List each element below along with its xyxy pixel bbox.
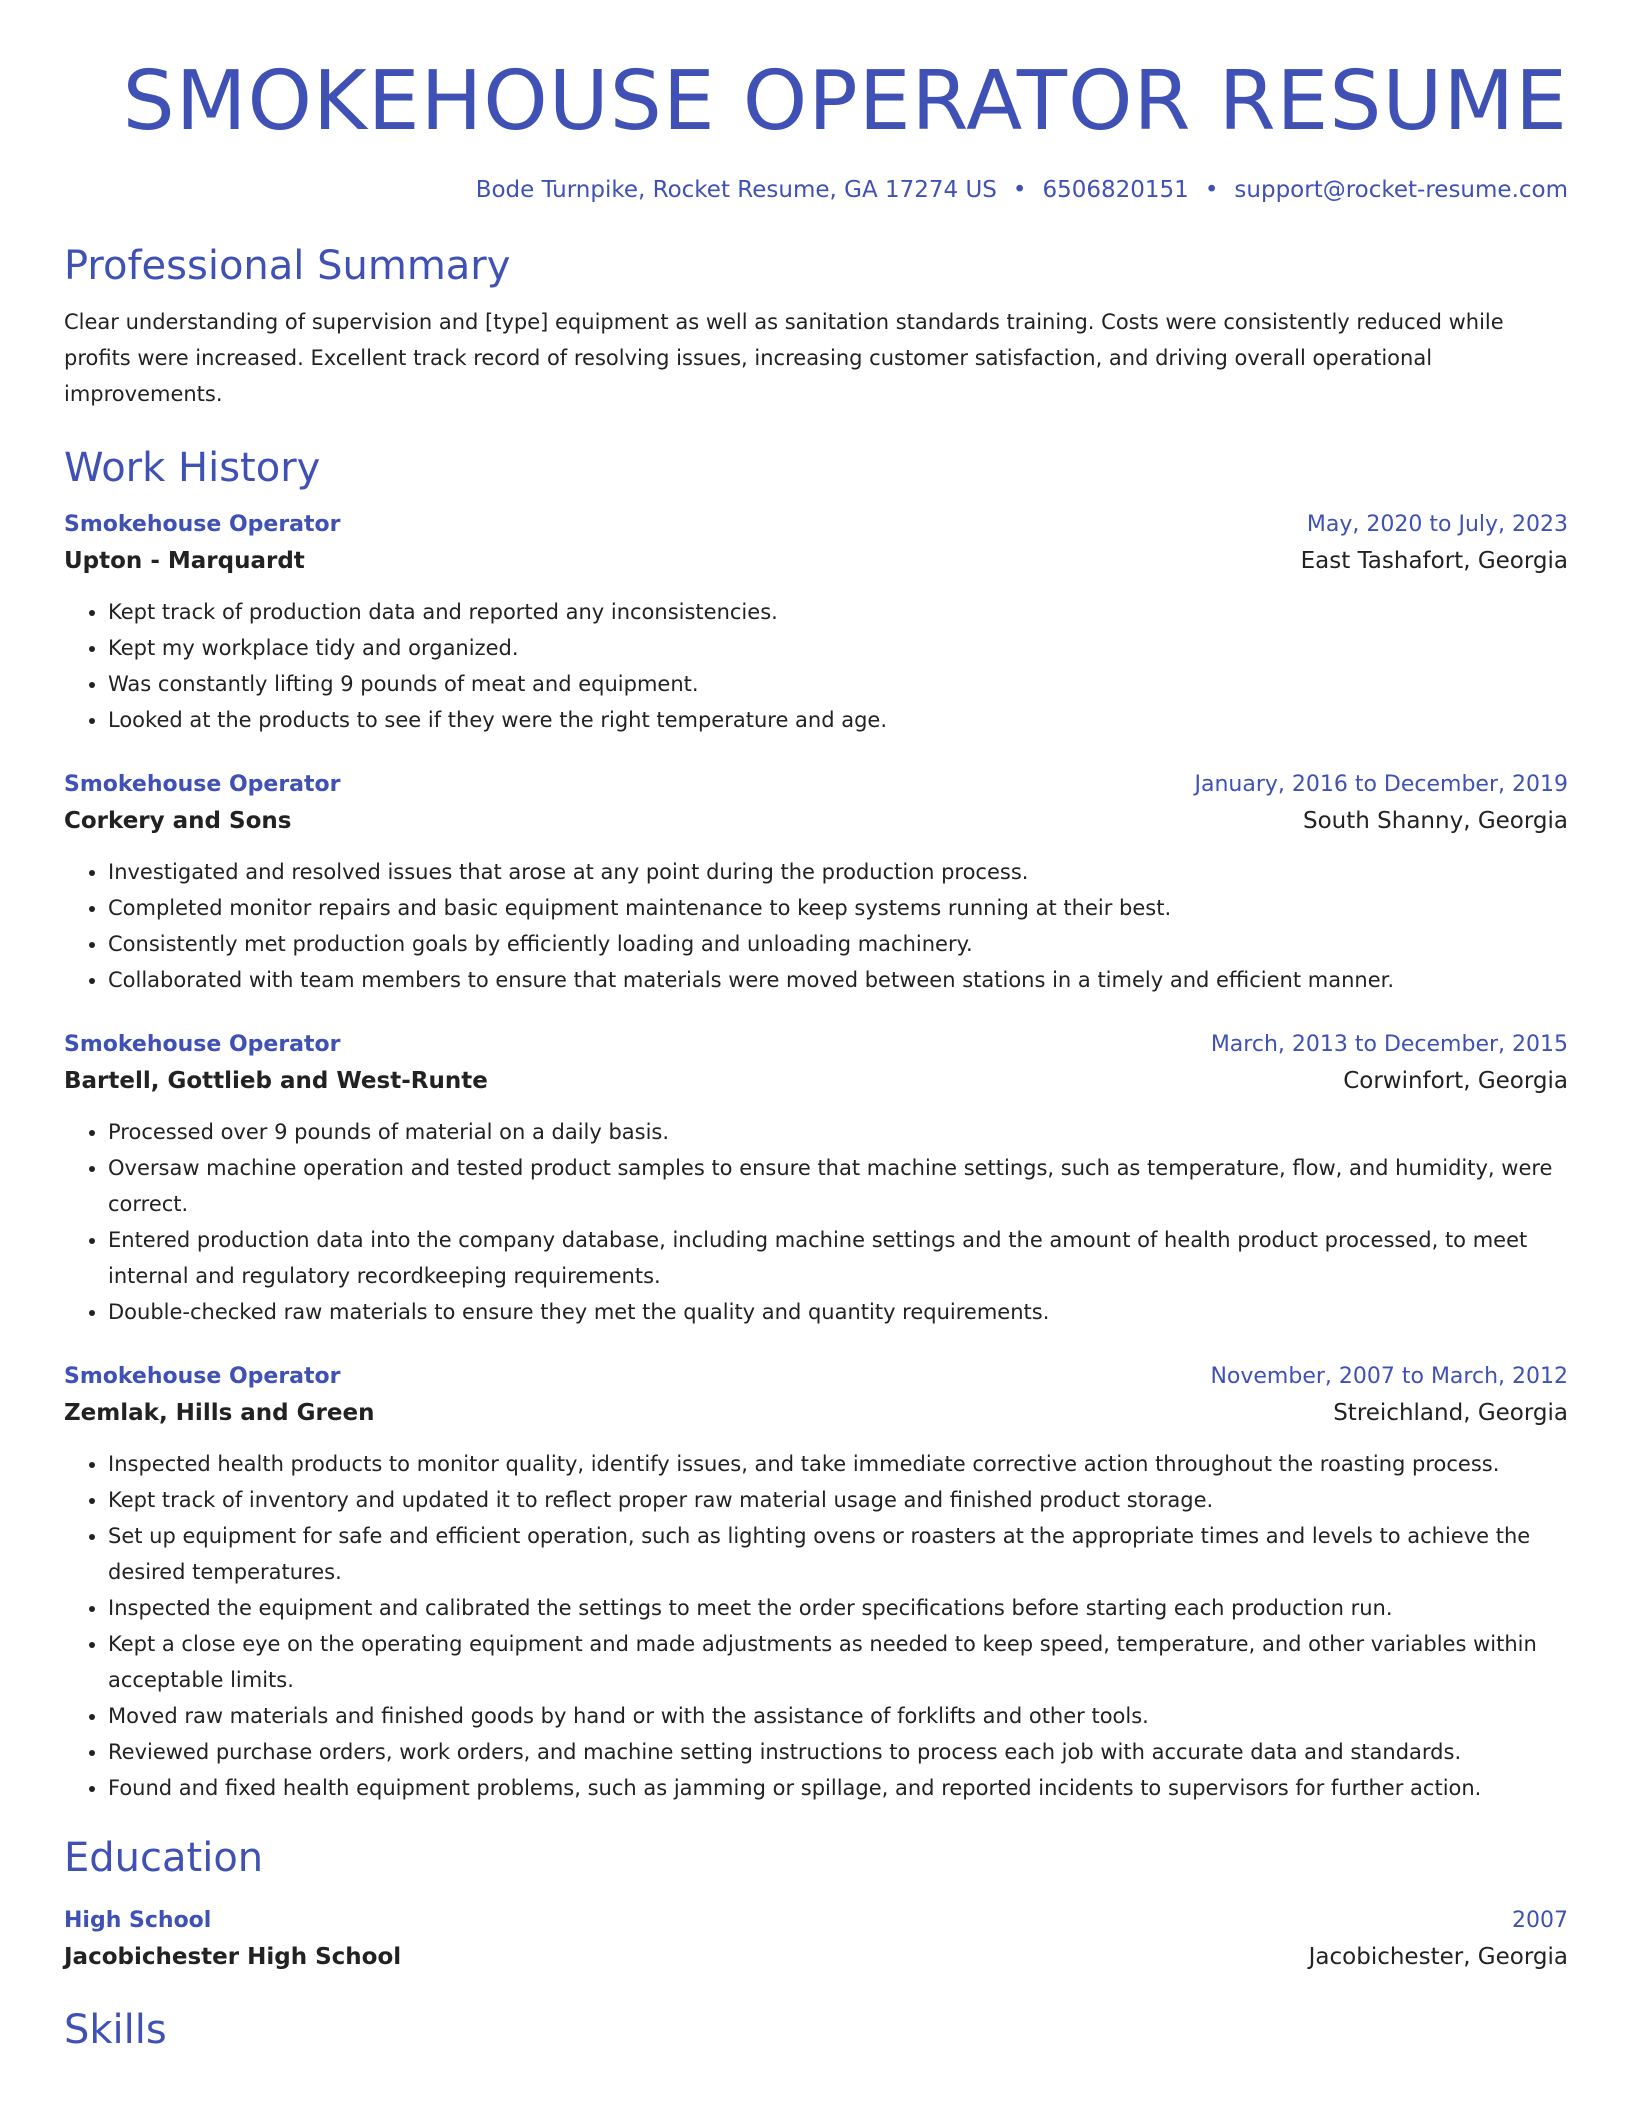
job-location: Streichland, Georgia [1333, 1400, 1568, 1426]
job-bullet: • Completed monitor repairs and basic equipment maintenance to keep systems running at their best. [108, 890, 1568, 926]
job-company: Upton - Marquardt [64, 548, 305, 574]
job-bullet: • Collaborated with team members to ensure that materials were moved between stations in a timely and efficient manner. [108, 962, 1568, 998]
job-bullet: • Reviewed purchase orders, work orders, and machine setting instructions to process each job with accurate data and standards. [108, 1734, 1568, 1770]
contact-separator: • [1204, 177, 1219, 203]
job-bullet: • Set up equipment for safe and efficient operation, such as lighting ovens or roasters at the appropriate times and levels to achieve the desired temperatures. [108, 1518, 1568, 1590]
job-location: East Tashafort, Georgia [1300, 548, 1568, 574]
education-year: 2007 [1512, 1908, 1568, 1933]
job-company: Corkery and Sons [64, 808, 292, 834]
job-dates: January, 2016 to December, 2019 [1194, 772, 1568, 797]
job-bullet: • Looked at the products to see if they were the right temperature and age. [108, 702, 1568, 738]
work-history-heading: Work History [64, 445, 321, 491]
job-bullet: • Entered production data into the company database, including machine settings and the amount of health product processed, to meet internal and regulatory recordkeeping requirements. [108, 1222, 1568, 1294]
summary-text: Clear understanding of supervision and [type] equipment as well as sanitation standards training. Costs were consistently reduced while profits were increased. Excellent track record of resolving issues, increasing customer satisfaction, and driving overall operational improvements. [64, 310, 1504, 406]
contact-separator: • [1012, 177, 1027, 203]
job-role: Smokehouse Operator [64, 1364, 341, 1389]
job-bullet: • Kept my workplace tidy and organized. [108, 630, 1568, 666]
job-bullets [64, 1114, 1568, 1330]
job-bullet: • Kept a close eye on the operating equipment and made adjustments as needed to keep speed, temperature, and other variables within acceptable limits. [108, 1626, 1568, 1698]
contact-address: Bode Turnpike, Rocket Resume, GA 17274 US [475, 177, 997, 203]
job-bullet: • Found and fixed health equipment problems, such as jamming or spillage, and reported incidents to supervisors for further action. [108, 1770, 1568, 1806]
summary-heading: Professional Summary [64, 243, 511, 289]
job-bullet: • Investigated and resolved issues that arose at any point during the production process. [108, 854, 1568, 890]
job-bullets [64, 1446, 1568, 1806]
contact-email: support@rocket-resume.com [1234, 177, 1568, 203]
contact-phone: 6506820151 [1042, 177, 1189, 203]
job-bullet: • Kept track of production data and reported any inconsistencies. [108, 594, 1568, 630]
job-role: Smokehouse Operator [64, 1032, 341, 1057]
resume-page [64, 0, 1568, 2056]
job-bullet: • Consistently met production goals by efficiently loading and unloading machinery. [108, 926, 1568, 962]
education-degree: High School [64, 1908, 212, 1933]
job-dates: March, 2013 to December, 2015 [1210, 1032, 1568, 1057]
job-role: Smokehouse Operator [64, 512, 341, 537]
job-entry [64, 768, 1568, 998]
job-entry [64, 1028, 1568, 1330]
job-bullet: • Double-checked raw materials to ensure they met the quality and quantity requirements. [108, 1294, 1568, 1330]
education-location: Jacobichester, Georgia [1308, 1944, 1568, 1970]
job-role: Smokehouse Operator [64, 772, 341, 797]
job-bullet: • Inspected health products to monitor quality, identify issues, and take immediate corrective action throughout the roasting process. [108, 1446, 1568, 1482]
job-location: Corwinfort, Georgia [1343, 1068, 1568, 1094]
job-bullet: • Oversaw machine operation and tested product samples to ensure that machine settings, such as temperature, flow, and humidity, were correct. [108, 1150, 1568, 1222]
job-entry [64, 1360, 1568, 1806]
job-bullets [64, 594, 1568, 738]
education-school: Jacobichester High School [64, 1944, 402, 1970]
job-company: Zemlak, Hills and Green [64, 1400, 375, 1426]
contact-line [64, 174, 1568, 206]
job-dates: May, 2020 to July, 2023 [1306, 512, 1568, 537]
job-bullet: • Inspected the equipment and calibrated the settings to meet the order specifications before starting each production run. [108, 1590, 1568, 1626]
job-location: South Shanny, Georgia [1303, 808, 1568, 834]
skills-heading: Skills [64, 2007, 167, 2053]
job-company: Bartell, Gottlieb and West-Runte [64, 1068, 488, 1094]
job-bullets [64, 854, 1568, 998]
job-bullet: • Processed over 9 pounds of material on a daily basis. [108, 1114, 1568, 1150]
education-entry [64, 1904, 1568, 1976]
resume-title: SMOKEHOUSE OPERATOR RESUME [122, 54, 1568, 149]
job-entry [64, 508, 1568, 738]
job-dates: November, 2007 to March, 2012 [1210, 1364, 1568, 1389]
job-bullet: • Kept track of inventory and updated it to reflect proper raw material usage and finished product storage. [108, 1482, 1568, 1518]
job-bullet: • Was constantly lifting 9 pounds of meat and equipment. [108, 666, 1568, 702]
education-heading: Education [64, 1835, 264, 1881]
job-bullet: • Moved raw materials and finished goods by hand or with the assistance of forklifts and other tools. [108, 1698, 1568, 1734]
